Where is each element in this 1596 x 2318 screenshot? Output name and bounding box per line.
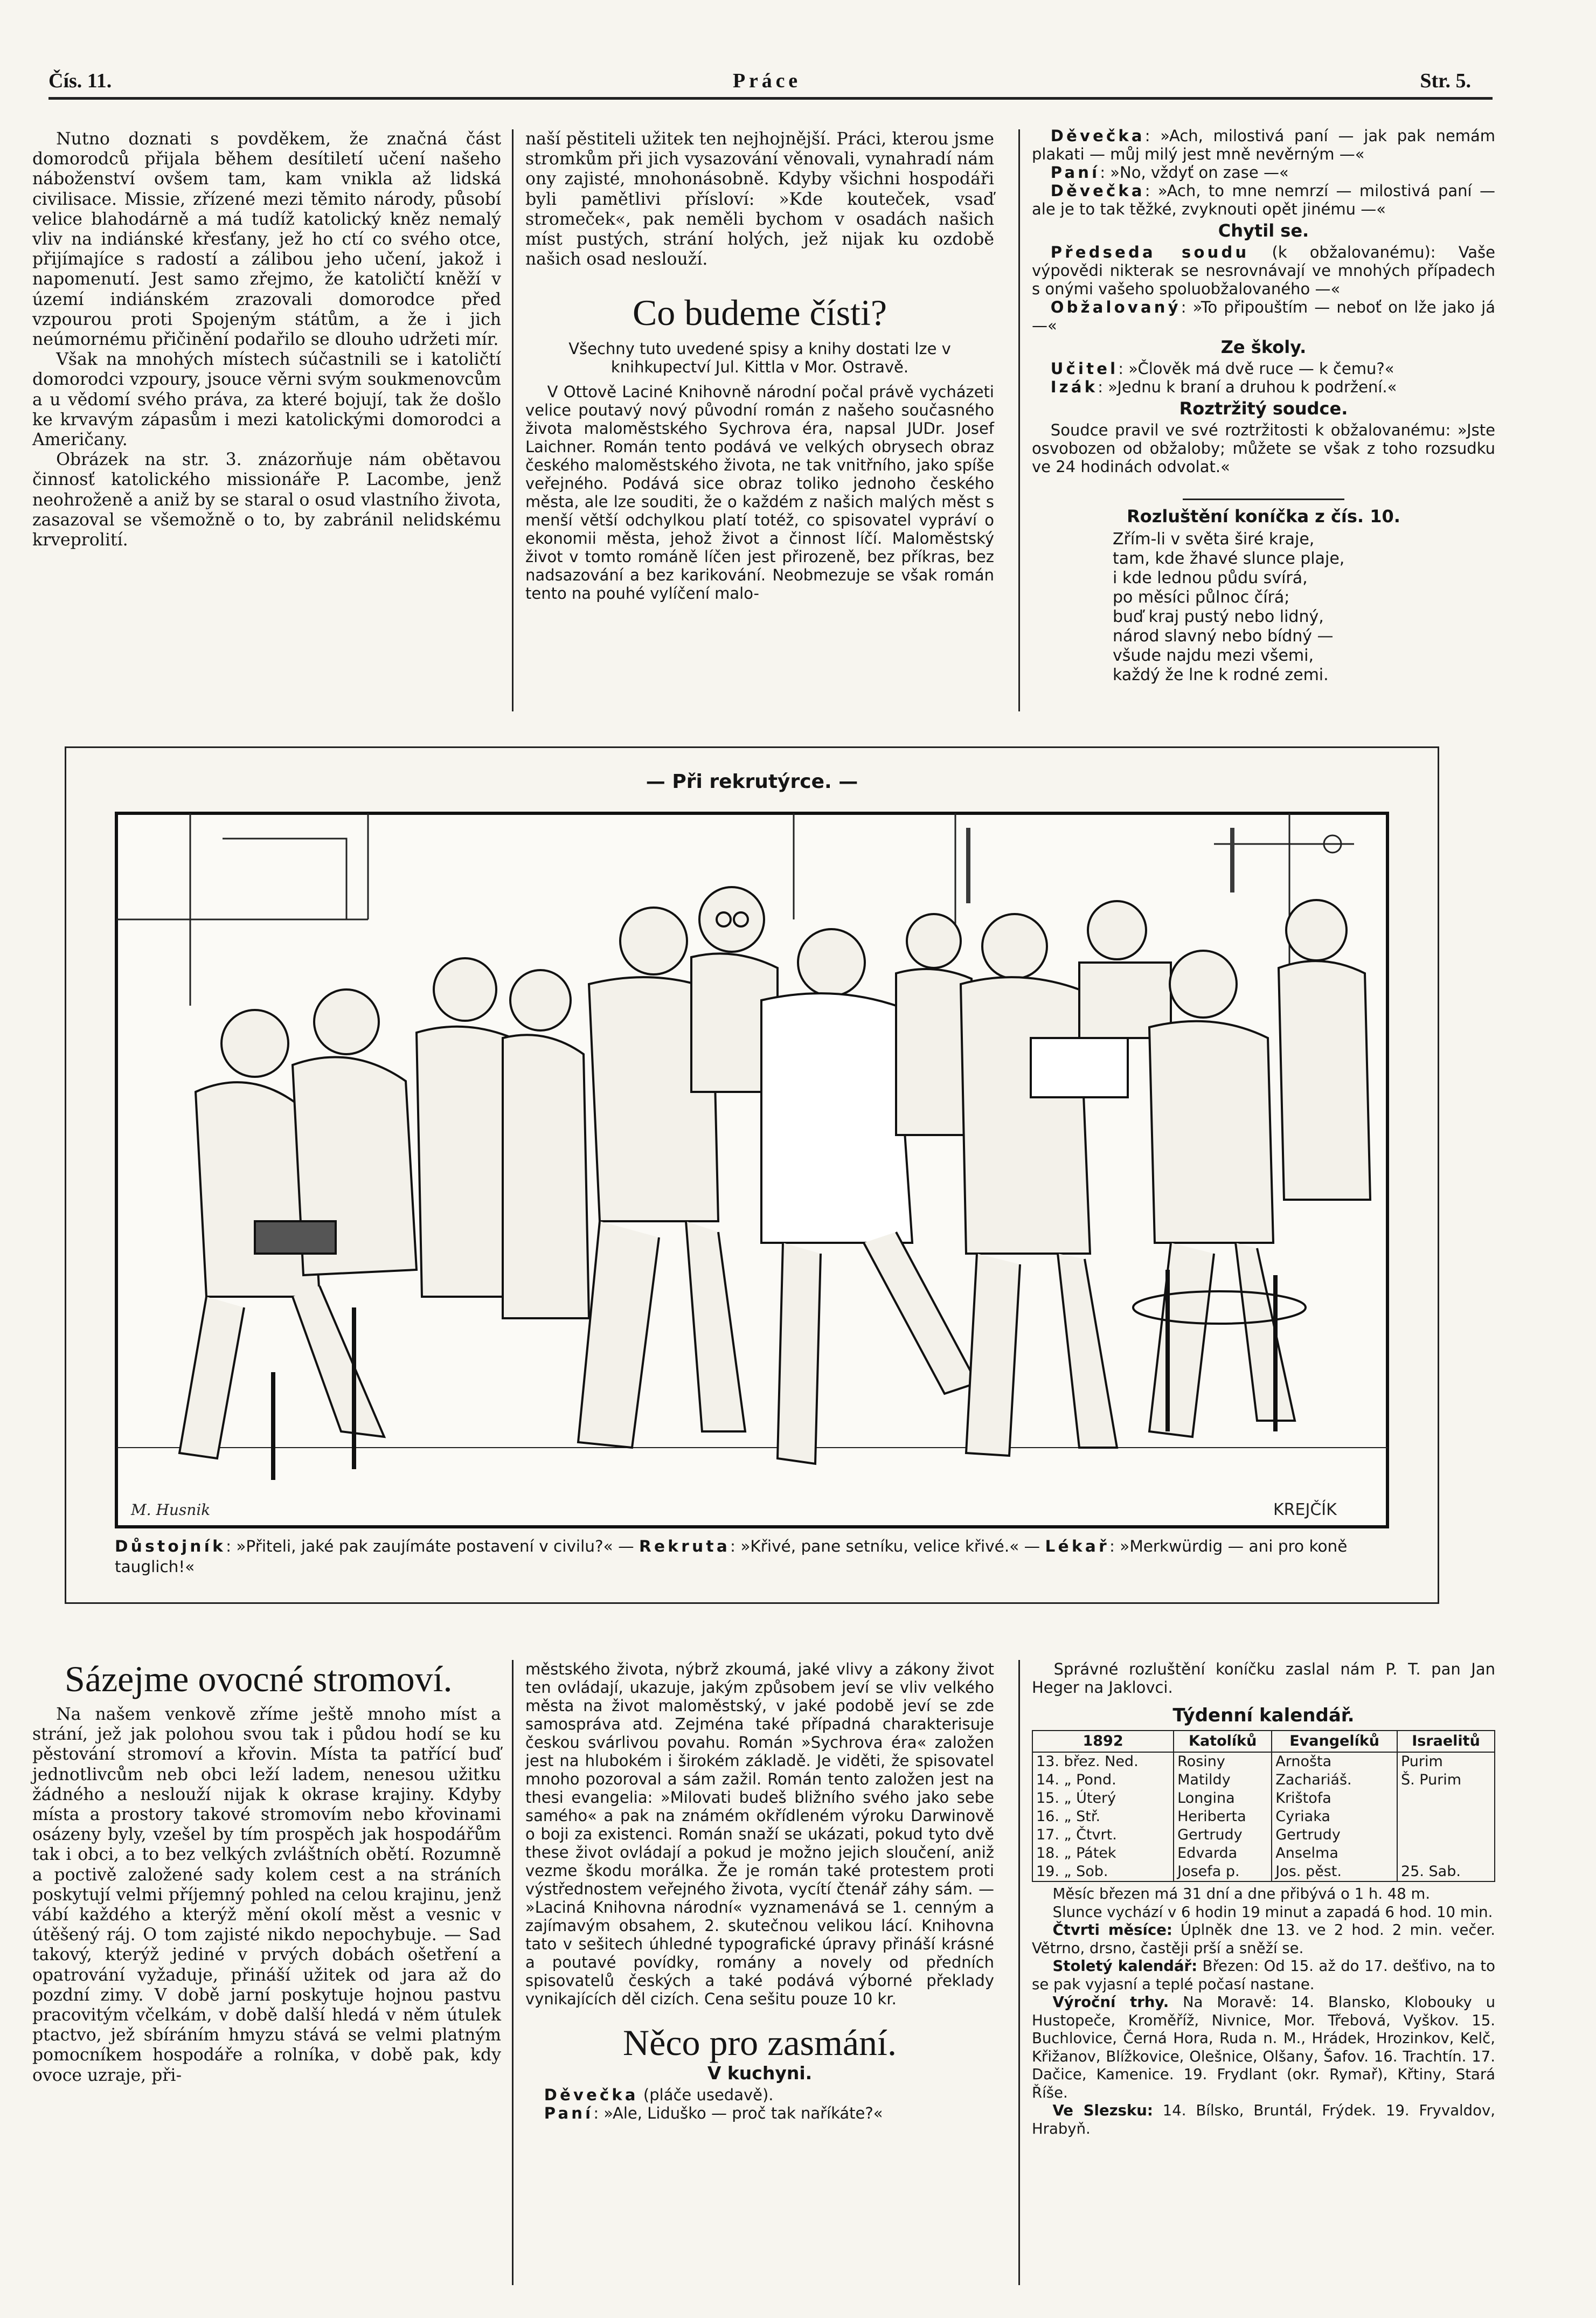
column-divider — [1018, 129, 1020, 711]
column-header: 1892 — [1032, 1731, 1174, 1752]
table-cell: Arnošta — [1272, 1752, 1397, 1771]
riddle-poem — [1032, 530, 1495, 685]
table-cell: 13. břez. Ned. — [1032, 1752, 1174, 1771]
article-fruit-trees — [32, 1657, 501, 2086]
table-row — [1032, 1826, 1495, 1844]
paragraph: Však na mnohých místech súčastnili se i katoličtí domorodci vzpoury, jsouce věrni svým soukmenovcům a u vědomí svého práva, za které bojují, tak že došlo ke krvavým zápasům i mezi katolickými domorodci a Američany. — [32, 350, 501, 450]
table-header-row — [1032, 1731, 1495, 1752]
column-header: Evangelíků — [1272, 1731, 1397, 1752]
reading-lead: Všechny tuto uvedené spisy a knihy dostati lze v knihkupectví Jul. Kittla v Mor. Ostravě. — [568, 340, 951, 377]
poem-line: všude najdu mezi všemi, — [1113, 646, 1314, 665]
table-cell: 19. „ Sob. — [1032, 1863, 1174, 1881]
table-cell — [1397, 1844, 1495, 1863]
table-cell: Matildy — [1174, 1771, 1272, 1789]
poem-line: každý že lne k rodné zemi. — [1113, 666, 1329, 684]
table-cell: 14. „ Pond. — [1032, 1771, 1174, 1789]
signature-left: M. Husnik — [131, 1501, 211, 1519]
calendar-note: Výroční trhy. Na Moravě: 14. Blansko, Klobouky u Hustopeče, Kroměříž, Nivnice, Mor. Třebová, Vyškov. 15. Buchlovice, Černá Hora, Ruda n. M., Hrádek, Hrozinkov, Kelč, Křižanov, Blížkovice, Olešnice, Olšany, Šafov. 16. Trachtín. 17. Dačice, Kamenice. 19. Frydlant (okr. Rymař), Křtiny, Stará Říše. — [1032, 1994, 1495, 2101]
humor-column — [1032, 127, 1495, 685]
poem-line: Zřím-li v světa širé kraje, — [1113, 530, 1315, 549]
calendar-note: Čtvrti měsíce: Úplněk dne 13. ve 2 hod. 2 min. večer. Větrno, drsno, častěji prší a sněží se. — [1032, 1921, 1495, 1957]
separator-line — [1183, 499, 1344, 500]
calendar-column — [1032, 1660, 1495, 2138]
article-missions-continued — [32, 129, 501, 550]
poem-line: národ slavný nebo bídný — — [1113, 627, 1334, 646]
table-cell: Josefa p. — [1174, 1863, 1272, 1881]
header-rule — [48, 97, 1493, 100]
paragraph: naší pěstiteli užitek ten nejhojnější. Práci, kterou jsme stromkům při jich vysazování věnovali, vynahradí nám ony zajisté, mnohonásobně. Kdyby všichni hospodáři byli pamětlivi přísloví: »Kde kouteček, vsaď stromeček«, pak neměli bychom v osadách našich míst pustých, strání holých, jež nijak ku ozdobě našich osad neslouží. — [525, 129, 994, 269]
table-cell: Gertrudy — [1272, 1826, 1397, 1844]
illustration-box — [65, 746, 1439, 1604]
weekly-calendar-title: Týdenní kalendář. — [1172, 1705, 1355, 1726]
poem-line: tam, kde žhavé slunce plaje, — [1113, 549, 1345, 568]
table-row — [1032, 1863, 1495, 1881]
poem-line: po měsíci půlnoc čírá; — [1113, 588, 1290, 607]
dialog-line: Paní: »No, vždyť on zase —« — [1050, 163, 1289, 182]
newspaper-title: Práce — [733, 70, 802, 92]
table-cell: Gertrudy — [1174, 1826, 1272, 1844]
table-cell: 25. Sab. — [1397, 1863, 1495, 1881]
joke-title: Ze školy. — [1220, 337, 1307, 357]
table-cell — [1397, 1808, 1495, 1826]
table-cell: 17. „ Čtvrt. — [1032, 1826, 1174, 1844]
table-cell — [1397, 1789, 1495, 1808]
section-heading-reading: Co budeme čísti? — [632, 292, 887, 334]
dialog-line: Izák: »Jednu k braní a druhou k podržení.« — [1050, 378, 1397, 396]
table-row — [1032, 1789, 1495, 1808]
dialog-line: Děvečka: »Ach, milostivá paní — jak pak nemám plakati — můj milý jest mně nevěrným —« — [1032, 127, 1495, 163]
calendar-notes — [1032, 1885, 1495, 2138]
table-cell: Anselma — [1272, 1844, 1397, 1863]
paragraph: Na našem venkově zříme ještě mnoho míst a strání, jež jak polohou svou tak i půdou hodí se ku pěstování stromoví a křovin. Místa ta patřící buď jednotlivcům neb obci leží ladem, nenesou užitku žádného a neslouží nijak k okrase krajiny. Kdyby místa a prostory takové stromovím nebo křovinami osázeny byly, vzešel by tím prospěch jak hospodářům tak i obci, a to bez velkých zvláštních obětí. Rozumně a poctivě založené sady kolem cest a na stráních poskytují velmi příjemný pohled na celou krajinu, jenž vábí každého a kterýž mění okolí měst a vesnic v útěšený ráj. O tom zajisté nikdo nepochybuje. — Sad takový, kterýž jediné v prvých dobách ošetření a opatrování vyžaduje, přináší užitek od jara až do pozdní zimy. V době jarní poskytuje hojnou pastvu pracovitým včelkám, v době další hledá v něm útulek ptactvo, jež sbíráním hmyzu stává se velmi platným pomocníkem hospodáře a rolníka, v době pak, kdy ovoce uzraje, při- — [32, 1705, 501, 2085]
section-heading-humor: Něco pro zasmání. — [623, 2022, 897, 2063]
signature-right: KREJČÍK — [1273, 1500, 1337, 1519]
table-cell: Heriberta — [1174, 1808, 1272, 1826]
calendar-note: Ve Slezsku: 14. Bílsko, Bruntál, Frýdek. 19. Fryvaldov, Hrabyň. — [1032, 2102, 1495, 2137]
article-column-two — [525, 129, 994, 603]
column-divider — [512, 1660, 514, 2285]
table-cell: Š. Purim — [1397, 1771, 1495, 1789]
table-cell: Krištofa — [1272, 1789, 1397, 1808]
table-cell: Zachariáš. — [1272, 1771, 1397, 1789]
table-cell: Longina — [1174, 1789, 1272, 1808]
dialog-line: Obžalovaný: »To připouštím — neboť on lže jako já —« — [1032, 298, 1495, 335]
calendar-note: Slunce vychází v 6 hodin 19 minut a zapadá 6 hod. 10 min. — [1052, 1903, 1493, 1921]
joke-title: V kuchyni. — [707, 2063, 813, 2084]
dialog-line: Děvečka: »Ach, to mne nemrzí — milostivá paní — ale je to tak těžké, zvyknouti opět jinému —« — [1032, 182, 1495, 218]
dialog-line: Paní: »Ale, Liduško — proč tak naříkáte?« — [544, 2104, 883, 2122]
paragraph: V Ottově Laciné Knihovně národní počal právě vycházeti velice poutavý nový původní román z našeho současného života maloměstského Sychrova éra, napsal JUDr. Josef Laichner. Román tento podává ve velkých obrysech obraz českého maloměstského života, ne tak vnitřního, jako spíše veřejného. Podává sice obraz toliko jednoho českého města, ale lze souditi, že o každém z našich malých měst s menší větší odchylkou platí totéž, co spisovatel vypráví o ekonomii města, jehož život a činnost líčí. Maloměstský život v tomto románě líčen jest přirozeně, bez příkras, bez nadsazování a bez karikování. Neobmezuje se však román tento na pouhé vylíčení malo- — [525, 383, 994, 603]
table-cell: 16. „ Stř. — [1032, 1808, 1174, 1826]
page-number: Str. 5. — [1420, 70, 1471, 92]
dialog-line: Předseda soudu (k obžalovanému): Vaše výpovědi nikterak se nesrovnávají ve mnohých případech s onými vašeho spoluobžalovaného —« — [1032, 243, 1496, 298]
column-header: Katolíků — [1174, 1731, 1272, 1752]
illustration-caption: Důstojník: »Přiteli, jaké pak zaujímáte postavení v civilu?« — Rekruta: »Křivé, pane setníku, velice křivé.« — Lékař: »Merkwürdig — ani pro koně tauglich!« — [115, 1537, 1348, 1576]
paragraph: Nutno doznati s povděkem, že značná část domorodců přijala během desítiletí učení našeho náboženství ovšem tam, kam vnikla až lidská civilisace. Missie, zřízené mezi těmito národy, působí velice blahodárně a má tudíž katolický kněz nemalý vliv na indiánské křesťany, jež ho ctí co svého otce, přijímajíce s radostí a zálibou jeho učení, jakož i napomenutí. Jest samo zřejmo, že katoličtí kněží v území indiánském zrazovali domorodce před vzpourou proti Spojeným státům, a že i jich neúmornému přičinění podařilo se dlouho udržeti mír. — [32, 129, 501, 350]
column-header: Israelitů — [1397, 1731, 1495, 1752]
calendar-note: Stoletý kalendář: Březen: Od 15. až do 17. dešťivo, na to se pak vyjasní a teplé počasí nastane. — [1032, 1957, 1496, 1993]
weekly-calendar-table — [1032, 1730, 1495, 1882]
calendar-note: Měsíc březen má 31 dní a dne přibývá o 1 h. 48 m. — [1052, 1885, 1431, 1902]
riddle-solution-title: Rozluštění koníčka z čís. 10. — [1127, 506, 1400, 527]
joke-title: Chytil se. — [1218, 220, 1309, 241]
table-cell: 18. „ Pátek — [1032, 1844, 1174, 1863]
poem-line: i kde lednou půdu svírá, — [1113, 569, 1308, 587]
poem-line: buď kraj pustý nebo lidný, — [1113, 607, 1324, 626]
table-cell: Purim — [1397, 1752, 1495, 1771]
joke-title: Roztržitý soudce. — [1179, 398, 1348, 419]
table-row — [1032, 1808, 1495, 1826]
table-cell: 15. „ Úterý — [1032, 1789, 1174, 1808]
column-divider — [1018, 1660, 1020, 2285]
illustration-title: — Při rekrutýrce. — — [646, 771, 858, 793]
table-cell: Jos. pěst. — [1272, 1863, 1397, 1881]
dialog-line: Učitel: »Člověk má dvě ruce — k čemu?« — [1050, 359, 1394, 378]
article-heading: Sázejme ovocné stromoví. — [65, 1658, 453, 1699]
table-cell: Rosiny — [1174, 1752, 1272, 1771]
judge-text: Soudce pravil ve své roztržitosti k obžalovanému: »Jste osvobozen od obžaloby; můžete se však z toho rozsudku ve 24 hodinách odvolat.« — [1032, 421, 1495, 476]
dialog-line: Děvečka (pláče usedavě). — [544, 2086, 774, 2104]
issue-number: Čís. 11. — [48, 70, 112, 92]
book-review-continued — [525, 1660, 994, 2122]
table-row — [1032, 1844, 1495, 1863]
column-divider — [512, 129, 514, 711]
table-cell — [1397, 1826, 1495, 1844]
recruitment-cartoon — [115, 812, 1389, 1528]
table-cell: Cyriaka — [1272, 1808, 1397, 1826]
riddle-solver: Správné rozluštění koníčku zaslal nám P. T. pan Jan Heger na Jaklovci. — [1032, 1660, 1495, 1697]
paragraph: městského života, nýbrž zkoumá, jaké vlivy a zákony život ten ovládají, ukazuje, jakým způsobem jeví se vliv velkého města na život maloměstský, v jaké podobě jeví se zde samospráva atd. Zejména také případná charakterisuje českou svárlivou povahu. Román »Sychrova éra« založen jest na hlubokém i širokém základě. Je viděti, že spisovatel mnoho pozoroval a sám zažil. Román tento založen jest na thesi evangelia: »Milovati budeš bližního svého jako sebe samého« a pak na známém okřídleném výroku Darwinově o boji za existenci. Román snaží se ukázati, pokud tyto dvě these život ovládají a pokud je možno jejich sloučení, aniž vezme škodu morálka. Že je román také protestem proti výstřednostem veřejného života, vycítí čtenář záhy sám. — »Laciná Knihovna národní« vyznamenává se 1. cenným a zajímavým obsahem, 2. skutečnou velikou lácí. Knihovna tato v sešitech úhledné typografické úpravy přináší krásné a poutavé povídky, romány a novely od předních spisovatelů českých a také podává výborné překlady vynikajících děl cizích. Cena sešitu pouze 10 kr. — [525, 1660, 994, 2008]
table-row — [1032, 1752, 1495, 1771]
table-row — [1032, 1771, 1495, 1789]
paragraph: Obrázek na str. 3. znázorňuje nám obětavou činnosť katolického missionáře P. Lacombe, jenž neohroženě a aniž by se staral o osud vlastního života, zasazoval se všemožně o to, by zabránil nelidskému krveprolití. — [32, 450, 501, 550]
table-cell: Edvarda — [1174, 1844, 1272, 1863]
